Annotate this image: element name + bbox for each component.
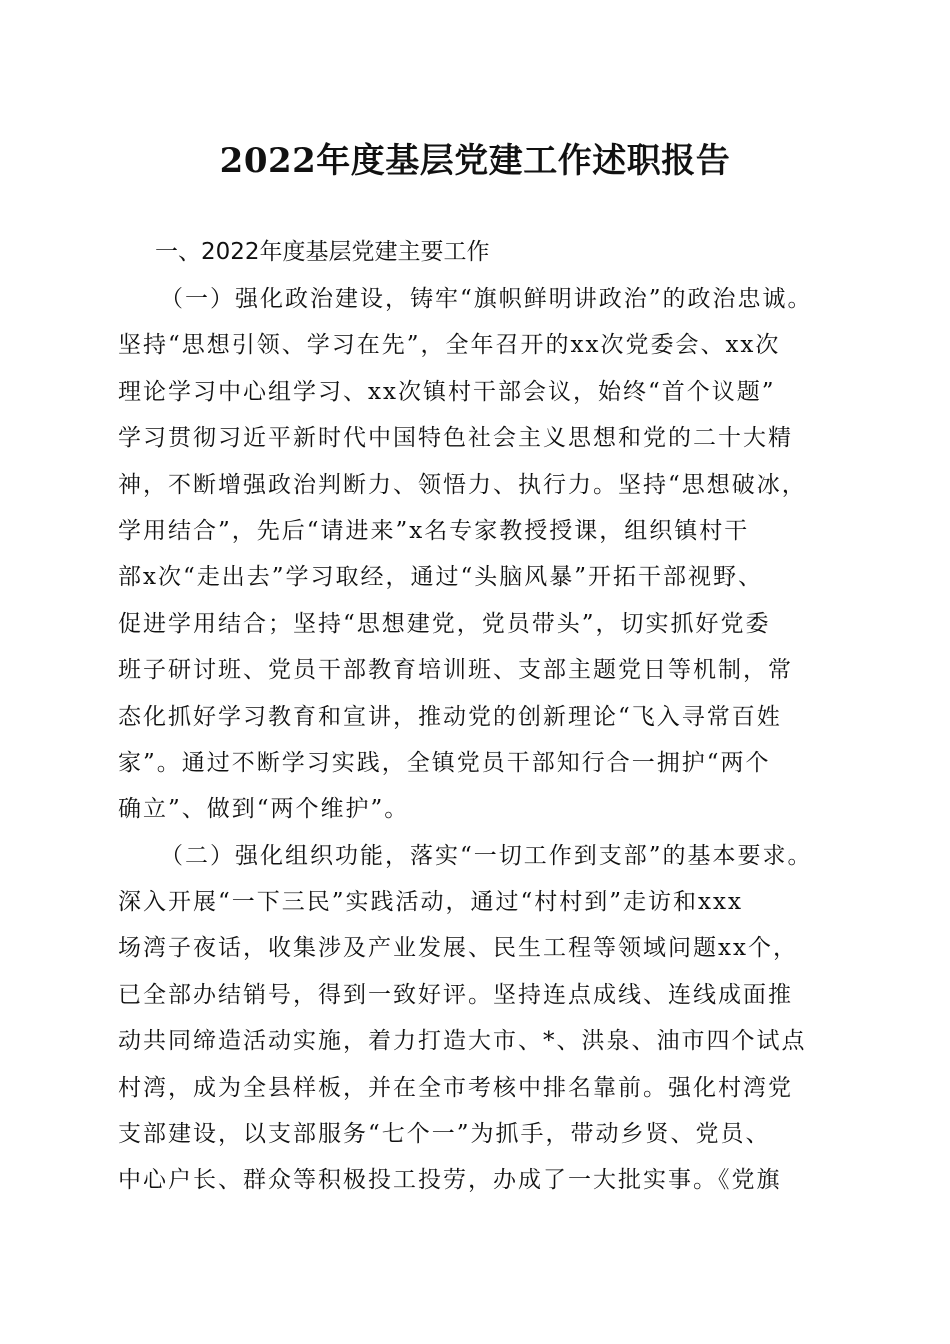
body-line: 班子研讨班、党员干部教育培训班、支部主题党日等机制，常 bbox=[118, 657, 793, 684]
body-line: 场湾子夜话，收集涉及产业发展、民生工程等领域问题xx个， bbox=[118, 935, 798, 962]
body-line: 神，不断增强政治判断力、领悟力、执行力。坚持“思想破冰， bbox=[118, 471, 807, 498]
section-heading: 一、2022年度基层党建主要工作 bbox=[155, 239, 490, 265]
document-title: 2022年度基层党建工作述职报告 bbox=[219, 141, 731, 181]
body-line: 村湾，成为全县样板，并在全市考核中排名靠前。强化村湾党 bbox=[118, 1074, 793, 1101]
body-line: 深入开展“一下三民”实践活动，通过“村村到”走访和xxx bbox=[118, 889, 743, 916]
body-line: 学习贯彻习近平新时代中国特色社会主义思想和党的二十大精 bbox=[118, 425, 793, 452]
body-line: 支部建设，以支部服务“七个一”为抓手，带动乡贤、党员、 bbox=[118, 1121, 771, 1148]
body-line: 中心户长、群众等积极投工投劳，办成了一大批实事。《党旗 bbox=[118, 1167, 782, 1194]
body-line: 部x次“走出去”学习取经，通过“头脑风暴”开拓干部视野、 bbox=[118, 564, 764, 591]
body-line: （一）强化政治建设，铸牢“旗帜鲜明讲政治”的政治忠诚。 bbox=[160, 286, 813, 312]
body-line: （二）强化组织功能，落实“一切工作到支部”的基本要求。 bbox=[160, 842, 813, 869]
body-line: 坚持“思想引领、学习在先”，全年召开的xx次党委会、xx次 bbox=[118, 332, 781, 359]
body-line: 动共同缔造活动实施，着力打造大市、*、洪泉、油市四个试点 bbox=[118, 1028, 807, 1055]
body-line: 已全部办结销号，得到一致好评。坚持连点成线、连线成面推 bbox=[118, 981, 793, 1008]
body-line: 确立”、做到“两个维护”。 bbox=[118, 796, 410, 823]
document-body bbox=[118, 276, 838, 1204]
body-line: 理论学习中心组学习、xx次镇村干部会议，始终“首个议题” bbox=[118, 378, 776, 405]
body-line: 促进学用结合；坚持“思想建党，党员带头”，切实抓好党委 bbox=[118, 610, 771, 637]
body-line: 态化抓好学习教育和宣讲，推动党的创新理论“飞入寻常百姓 bbox=[118, 703, 782, 730]
body-line: 学用结合”，先后“请进来”x名专家教授授课，组织镇村干 bbox=[118, 517, 750, 544]
body-line: 家”。通过不断学习实践，全镇党员干部知行合一拥护“两个 bbox=[118, 749, 771, 776]
